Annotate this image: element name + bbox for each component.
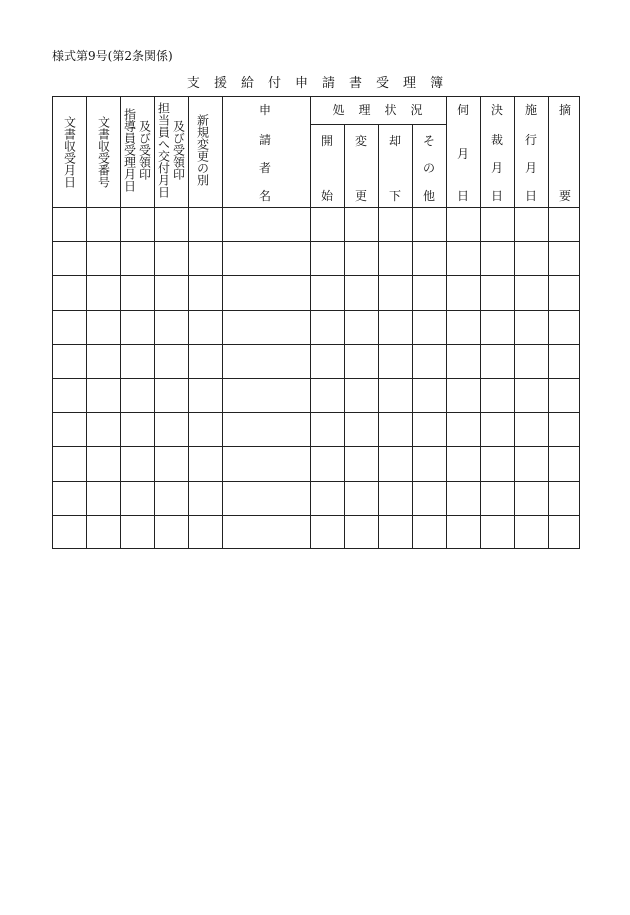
header-guide-line2: 及び受領印 bbox=[137, 120, 152, 180]
header-status-other-bottom: 他 bbox=[422, 189, 435, 203]
register-table bbox=[52, 96, 580, 549]
header-applicant-2: 請 bbox=[258, 133, 271, 147]
title-char: 請 bbox=[322, 76, 336, 91]
header-status-other-top: そ bbox=[422, 134, 435, 148]
table-row bbox=[53, 276, 579, 308]
header-decision-2: 裁 bbox=[490, 133, 503, 147]
header-status-change-bottom: 更 bbox=[354, 189, 367, 203]
title-char: 書 bbox=[349, 76, 363, 91]
title-char: 支 bbox=[186, 76, 200, 91]
header-decision-1: 決 bbox=[490, 103, 503, 117]
table-row bbox=[53, 208, 579, 240]
form-number: 様式第9号(第2条関係) bbox=[52, 49, 173, 63]
header-staff-line2: 及び受領印 bbox=[171, 120, 186, 180]
header-staff-line1: 担当員へ交付月日 bbox=[156, 102, 171, 198]
table-row bbox=[53, 447, 579, 479]
header-remarks-2: 要 bbox=[558, 189, 571, 203]
header-applicant-1: 申 bbox=[258, 103, 271, 117]
table-row bbox=[53, 413, 579, 445]
header-remarks-1: 摘 bbox=[558, 103, 571, 117]
header-status-other-mid: の bbox=[422, 161, 435, 175]
title-char: 給 bbox=[240, 76, 254, 91]
header-enforce-1: 施 bbox=[524, 103, 537, 117]
title-char: 理 bbox=[403, 76, 417, 91]
table-row bbox=[53, 345, 579, 377]
title-char: 受 bbox=[376, 76, 390, 91]
header-status-group: 処 理 状 況 bbox=[332, 103, 424, 117]
header-enforce-4: 日 bbox=[524, 189, 537, 203]
table-row bbox=[53, 242, 579, 274]
title-char: 付 bbox=[267, 76, 281, 91]
header-decision-3: 月 bbox=[490, 161, 503, 175]
table-row bbox=[53, 482, 579, 514]
table-row bbox=[53, 516, 579, 548]
header-receipt-date: 文書収受月日 bbox=[62, 116, 77, 188]
header-decision-4: 日 bbox=[490, 189, 503, 203]
header-applicant-4: 名 bbox=[258, 189, 271, 203]
header-applicant-3: 者 bbox=[258, 161, 271, 175]
header-new-change: 新規変更の別 bbox=[195, 114, 210, 186]
table-row bbox=[53, 379, 579, 411]
header-status-change-top: 変 bbox=[354, 134, 367, 148]
title-char: 援 bbox=[213, 76, 227, 91]
title-char: 申 bbox=[294, 76, 308, 91]
table-row bbox=[53, 311, 579, 343]
header-status-start-top: 開 bbox=[320, 134, 333, 148]
header-status-reject-top: 却 bbox=[388, 134, 401, 148]
header-status-reject-bottom: 下 bbox=[388, 189, 401, 203]
title-char: 簿 bbox=[430, 76, 444, 91]
header-enforce-2: 行 bbox=[524, 133, 537, 147]
header-guide-line1: 指導員受理月日 bbox=[122, 108, 137, 192]
header-enforce-3: 月 bbox=[524, 161, 537, 175]
header-inquiry-2: 月 bbox=[456, 147, 469, 161]
header-receipt-number: 文書収受番号 bbox=[96, 116, 111, 188]
header-inquiry-1: 伺 bbox=[456, 103, 469, 117]
form-title bbox=[0, 72, 630, 91]
header-status-start-bottom: 始 bbox=[320, 189, 333, 203]
header-inquiry-3: 日 bbox=[456, 189, 469, 203]
